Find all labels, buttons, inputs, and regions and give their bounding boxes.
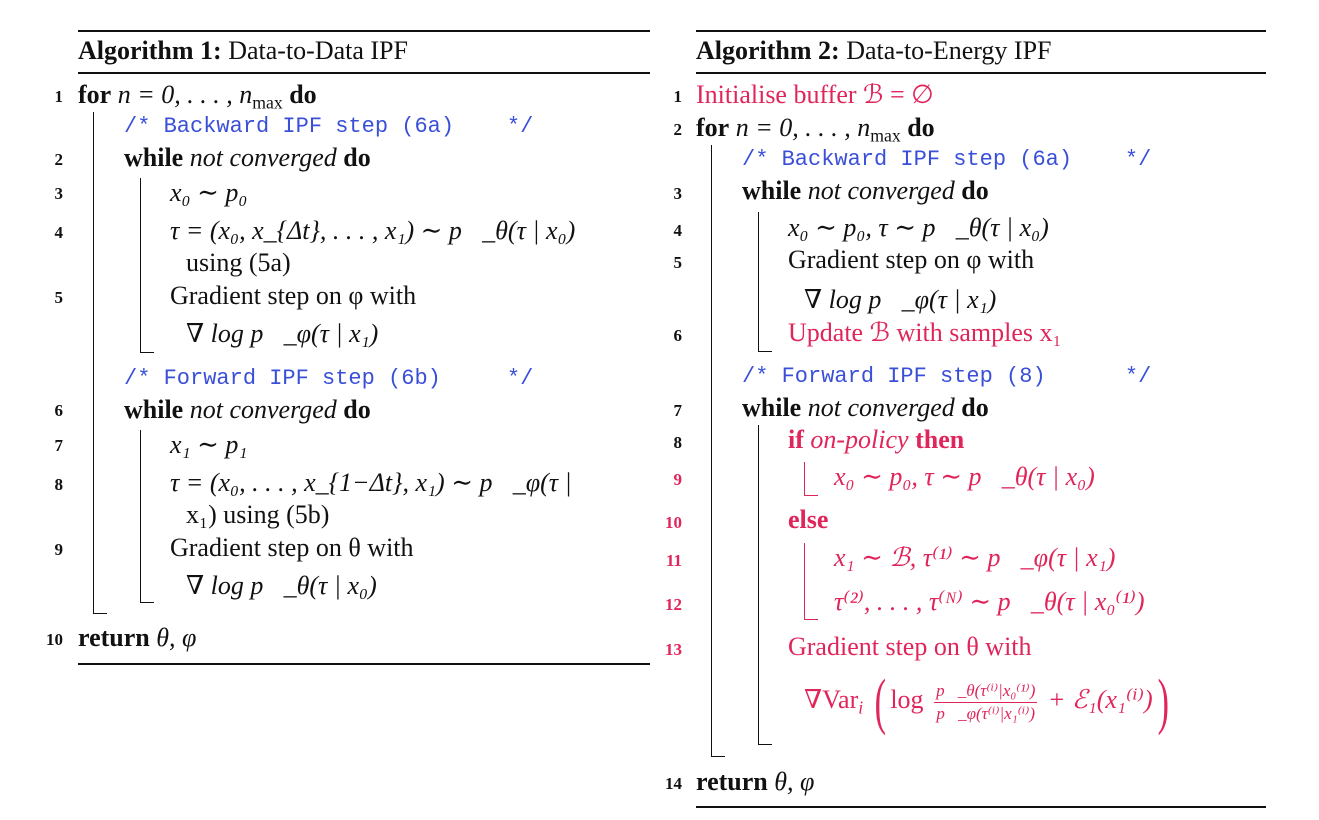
log-op: log (890, 684, 924, 714)
keyword-return: return (78, 623, 150, 652)
caption-label: Algorithm 2: (696, 36, 840, 65)
sample-line: x₀ ∼ p₀, τ ∼ p⃗_θ(τ | x₀) (788, 213, 1049, 242)
return-values: θ, φ (774, 767, 815, 796)
keyword-while: while (124, 395, 184, 424)
return-values: θ, φ (156, 623, 197, 652)
algorithm-1-caption (78, 36, 408, 66)
line-number: 4 (673, 221, 682, 240)
gradient-expr: ∇ log p⃗_θ(τ | x₀) (186, 571, 377, 600)
line-number: 4 (54, 223, 63, 242)
line-number: 3 (54, 184, 63, 203)
scope-bar (804, 462, 805, 496)
scope-end (140, 602, 154, 603)
variance-index: i (858, 697, 864, 718)
trajectory-line-cont: using (5a) (186, 248, 291, 277)
line-number: 10 (46, 630, 63, 649)
keyword-do: do (343, 143, 371, 172)
sample-line: x₀ ∼ p₀ (170, 178, 248, 207)
init-buffer-line: Initialise buffer ℬ = ∅ (696, 80, 934, 109)
keyword-do: do (961, 176, 989, 205)
scope-end (140, 352, 154, 353)
bottom-rule (78, 663, 650, 665)
line-number: 5 (673, 253, 682, 272)
line-number: 7 (54, 436, 63, 455)
return-line (78, 623, 196, 653)
caption-title: Data-to-Data IPF (228, 36, 408, 65)
condition: not converged (189, 143, 337, 172)
keyword-while: while (742, 393, 802, 422)
variance-op: ∇Var (804, 684, 859, 714)
loop-range-sub: max (252, 92, 283, 113)
comment-backward: /* Backward IPF step (6a) */ (124, 114, 534, 139)
line-number: 14 (665, 774, 682, 793)
keyword-do: do (961, 393, 989, 422)
trajectory-line: τ = (x₀, x_{Δt}, . . . , x₁) ∼ p⃗_θ(τ | x₀) (170, 216, 576, 245)
keyword-do: do (289, 80, 317, 109)
keyword-if: if (788, 425, 804, 454)
line-number: 8 (54, 475, 63, 494)
update-buffer-line: Update ℬ with samples x₁ (788, 318, 1062, 347)
line-number: 1 (673, 87, 682, 106)
bottom-rule (696, 806, 1266, 808)
gradient-line: Gradient step on φ with (788, 245, 1035, 274)
sample-line: x₁ ∼ p₁ (170, 430, 248, 459)
caption-label: Algorithm 1: (78, 36, 222, 65)
line-number: 6 (54, 401, 63, 420)
scope-end (758, 351, 772, 352)
line-number: 12 (665, 595, 682, 614)
left-paren: ( (874, 668, 886, 736)
energy-term: + ℰ₁(x₁⁽ⁱ⁾) (1047, 684, 1153, 714)
keyword-for: for (78, 80, 112, 109)
caption-rule (78, 72, 650, 74)
keyword-return: return (696, 767, 768, 796)
scope-end (804, 619, 818, 620)
line-number: 1 (54, 87, 63, 106)
caption-rule (696, 72, 1266, 74)
condition: not converged (807, 393, 955, 422)
fraction-denominator: p⃖_φ(τ⁽ⁱ⁾|x₁⁽ⁱ⁾) (936, 703, 1036, 723)
for-line (696, 113, 935, 146)
scope-bar (93, 112, 94, 614)
line-number: 13 (665, 640, 682, 659)
loop-range: n = 0, . . . , n (735, 113, 871, 142)
line-number: 8 (673, 433, 682, 452)
gradient-line: Gradient step on θ with (788, 632, 1032, 661)
line-number: 9 (54, 540, 63, 559)
top-rule (78, 30, 650, 32)
keyword-while: while (124, 143, 184, 172)
scope-end (93, 613, 107, 614)
keyword-do: do (907, 113, 935, 142)
return-line (696, 767, 814, 797)
scope-bar (804, 543, 805, 620)
condition: not converged (189, 395, 337, 424)
line-number: 11 (665, 551, 682, 570)
line-number: 10 (665, 513, 682, 532)
while-line (742, 176, 989, 206)
fraction-numerator: p⃗_θ(τ⁽ⁱ⁾|x₀⁽¹⁾) (934, 680, 1037, 703)
scope-bar (711, 145, 712, 757)
scope-end (711, 756, 725, 757)
condition: not converged (807, 176, 955, 205)
variance-objective (804, 668, 1173, 736)
gradient-line: Gradient step on θ with (170, 533, 414, 562)
trajectory-line-cont: x₁) using (5b) (186, 500, 330, 529)
keyword-do: do (343, 395, 371, 424)
on-policy-sample-line: x₀ ∼ p₀, τ ∼ p⃗_θ(τ | x₀) (834, 462, 1095, 491)
gradient-line: Gradient step on φ with (170, 281, 417, 310)
gradient-expr: ∇ log p⃖_φ(τ | x₁) (804, 285, 997, 314)
scope-bar (140, 178, 141, 353)
loop-range: n = 0, . . . , n (117, 80, 253, 109)
comment-forward: /* Forward IPF step (8) */ (742, 364, 1152, 389)
line-number: 5 (54, 288, 63, 307)
loop-range-sub: max (870, 125, 901, 146)
scope-bar (140, 430, 141, 603)
line-number: 2 (673, 120, 682, 139)
while-line (742, 393, 989, 423)
forward-sample-line: τ⁽²⁾, . . . , τ⁽ᴺ⁾ ∼ p⃗_θ(τ | x₀⁽¹⁾) (834, 587, 1145, 616)
buffer-sample-line: x₁ ∼ ℬ, τ⁽¹⁾ ∼ p⃖_φ(τ | x₁) (834, 543, 1116, 572)
line-number: 2 (54, 150, 63, 169)
while-line (124, 395, 371, 425)
line-number: 9 (673, 470, 682, 489)
line-number: 7 (673, 401, 682, 420)
scope-end (804, 495, 818, 496)
line-number: 6 (673, 326, 682, 345)
line-number: 3 (673, 184, 682, 203)
for-line (78, 80, 317, 113)
comment-forward: /* Forward IPF step (6b) */ (124, 366, 534, 391)
condition: on-policy (810, 425, 909, 454)
keyword-then: then (915, 425, 965, 454)
else-line: else (788, 505, 829, 534)
ratio-fraction (934, 680, 1037, 725)
trajectory-line: τ = (x₀, . . . , x_{1−Δt}, x₁) ∼ p⃖_φ(τ | (170, 468, 572, 497)
scope-end (758, 744, 772, 745)
caption-title: Data-to-Energy IPF (846, 36, 1052, 65)
keyword-for: for (696, 113, 730, 142)
keyword-while: while (742, 176, 802, 205)
algorithm-2-caption (696, 36, 1052, 66)
comment-backward: /* Backward IPF step (6a) */ (742, 147, 1152, 172)
top-rule (696, 30, 1266, 32)
scope-bar (758, 425, 759, 745)
if-line (788, 425, 964, 455)
scope-bar (758, 212, 759, 352)
right-paren: ) (1157, 668, 1169, 736)
while-line (124, 143, 371, 173)
gradient-expr: ∇ log p⃖_φ(τ | x₁) (186, 319, 379, 348)
